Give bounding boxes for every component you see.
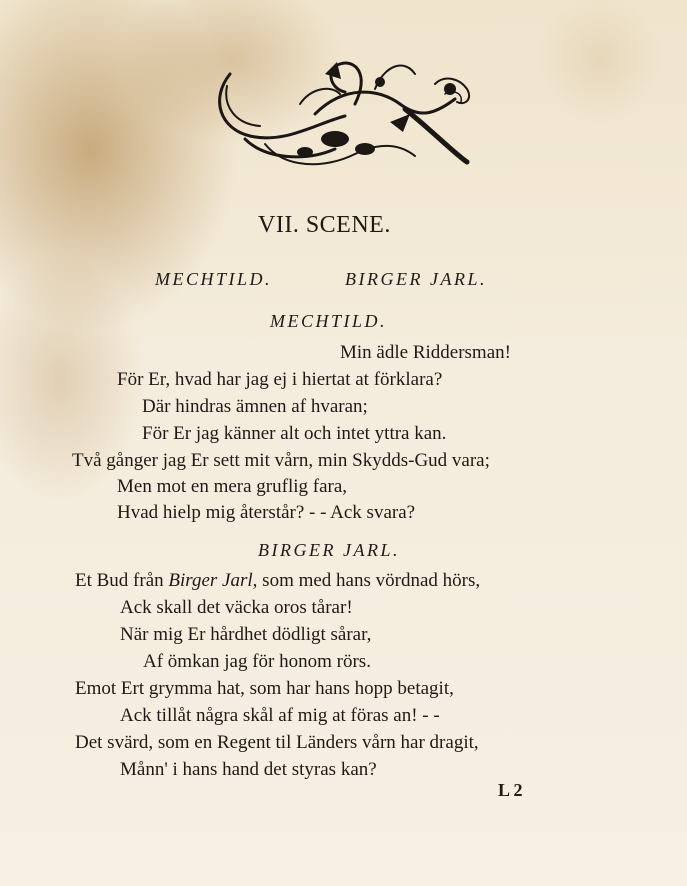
verse-line: Af ömkan jag för honom rörs. [143,651,371,672]
verse-line: Månn' i hans hand det styras kan? [120,759,377,780]
verse-line: Men mot en mera gruflig fara, [117,476,348,497]
character-name-mechtild: MECHTILD. [155,269,273,289]
verse-line: När mig Er hårdhet dödligt sårar, [120,624,372,645]
verse-line: Det svärd, som en Regent til Länders vårn har dragit, [75,732,479,753]
verse-line: Hvad hielp mig återstår? - - Ack svara? [117,502,416,523]
verse-line: Emot Ert grymma hat, som har hans hopp betagit, [75,678,454,699]
scene-title: VII. SCENE. [258,212,391,238]
floral-scroll-ornament-icon [205,44,485,174]
verse-line: För Er jag känner alt och intet yttra kan. [142,423,447,444]
signature-mark: L 2 [498,780,523,800]
verse-line: För Er, hvad har jag ej i hiertat at förklara? [117,369,443,390]
character-name-birger-jarl: BIRGER JARL. [345,269,487,289]
verse-line: Två gånger jag Er sett mit vårn, min Skydds-Gud vara; [72,450,490,471]
verse-line: Där hindras ämnen af hvaran; [142,396,368,417]
verse-line: Min ädle Riddersman! [340,342,511,363]
verse-line: Ack skall det väcka oros tårar! [120,597,353,618]
verse-line: Ack tillåt några skål af mig at föras an! - - [120,705,440,726]
speaker-heading: BIRGER JARL. [258,540,400,560]
verse-line: Et Bud från Birger Jarl, som med hans vördnad hörs, [75,570,481,591]
speaker-heading: MECHTILD. [270,311,388,331]
